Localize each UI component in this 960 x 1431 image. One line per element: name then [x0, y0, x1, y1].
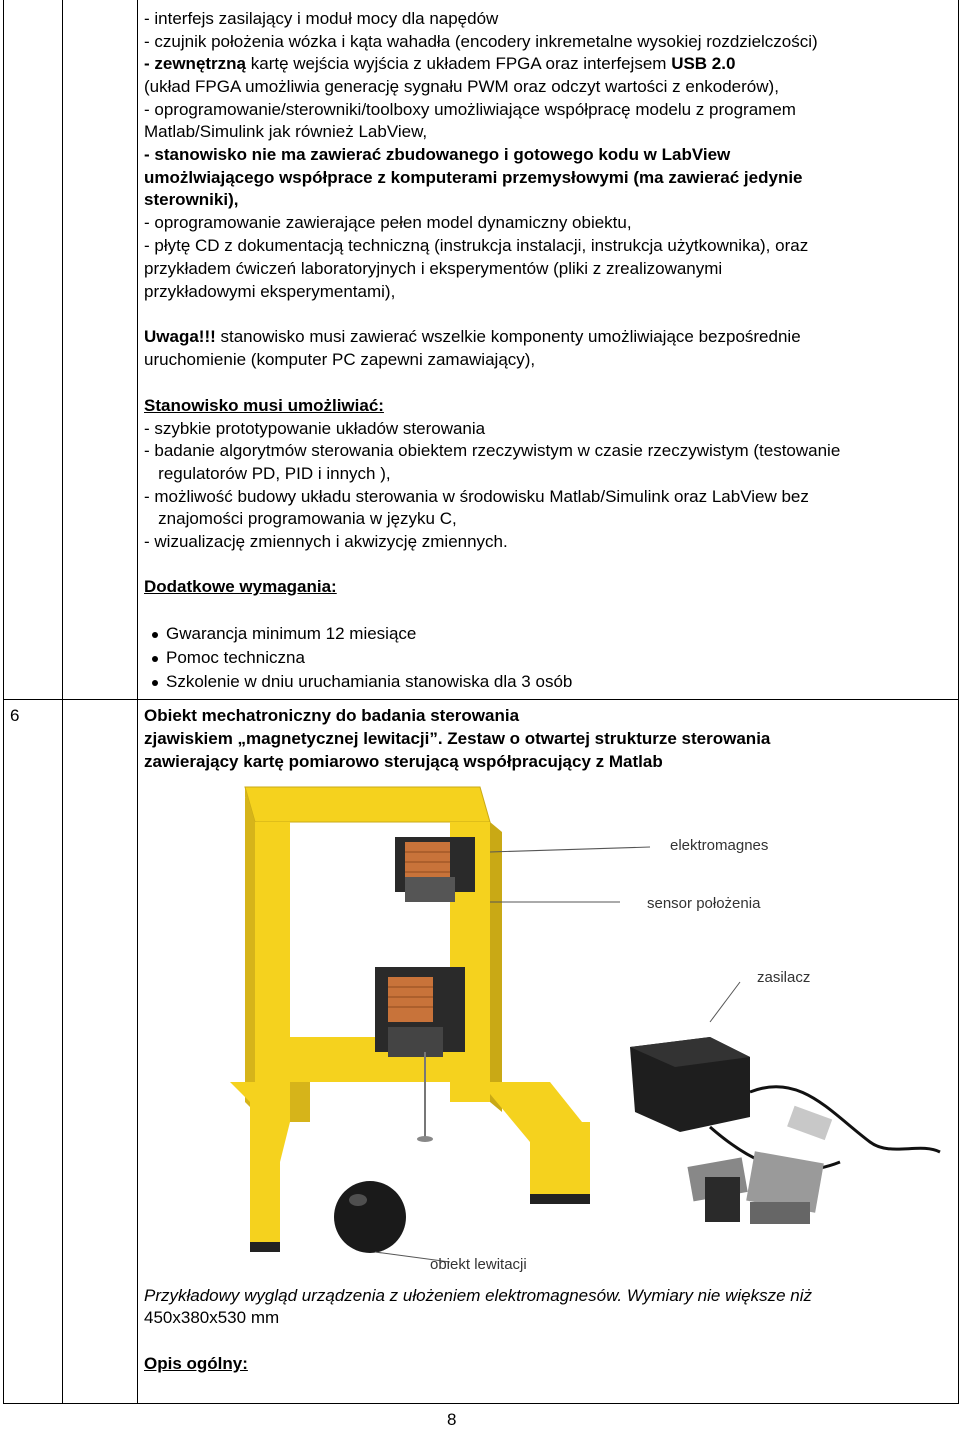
- list-item-bold: - stanowisko nie ma zawierać zbudowanego i gotowego kodu w LabView: [144, 145, 731, 164]
- bold-prefix: - zewnętrzną: [144, 54, 247, 73]
- list-item: - oprogramowanie/sterowniki/toolboxy umożliwiające współpracę modelu z programem: [144, 100, 796, 119]
- row-divider: [3, 699, 959, 700]
- table-border-col1: [62, 0, 63, 1404]
- device-photo: [150, 782, 960, 1282]
- bullet-icon: [152, 632, 158, 638]
- list-item: Matlab/Simulink jak również LabView,: [144, 122, 428, 141]
- list-item: regulatorów PD, PID i innych ),: [144, 464, 391, 483]
- page-number: 8: [447, 1410, 457, 1429]
- list-item: przykładowymi eksperymentami),: [144, 282, 396, 301]
- uwaga-paragraph-cont: uruchomienie (komputer PC zapewni zamawiający),: [144, 350, 536, 369]
- levitation-ball: [334, 1181, 406, 1253]
- label-psu: zasilacz: [757, 969, 811, 986]
- list-item: - szybkie prototypowanie układów sterowania: [144, 419, 486, 438]
- bullet-item: Gwarancja minimum 12 miesiące: [166, 624, 417, 643]
- table-border-col2: [137, 0, 138, 1404]
- section-heading: Dodatkowe wymagania:: [144, 577, 337, 596]
- label-electromagnet: elektromagnes: [670, 837, 769, 854]
- table-bottom: [3, 1403, 959, 1404]
- power-supply: [630, 1037, 940, 1170]
- bullet-icon: [152, 656, 158, 662]
- uwaga-paragraph: [144, 326, 801, 348]
- table-border-left: [3, 0, 4, 1404]
- label-sensor: sensor położenia: [647, 895, 761, 912]
- list-item-bold: umożlwiającego współprace z komputerami przemysłowymi (ma zawierać jedynie: [144, 168, 803, 187]
- list-item-bold: sterowniki),: [144, 190, 239, 209]
- bullet-item: Szkolenie w dniu uruchamiania stanowiska dla 3 osób: [166, 672, 573, 691]
- bullet-icon: [152, 680, 158, 686]
- label-levitation-object: obiekt lewitacji: [430, 1256, 527, 1273]
- list-item: przykładem ćwiczeń laboratoryjnych i eksperymentów (pliki z zrealizowanymi: [144, 259, 723, 278]
- list-item: - wizualizację zmiennych i akwizycję zmiennych.: [144, 532, 508, 551]
- item-title: Obiekt mechatroniczny do badania sterowania: [144, 706, 520, 725]
- bold-suffix: USB 2.0: [671, 54, 736, 73]
- list-item: (układ FPGA umożliwia generację sygnału PWM oraz odczyt wartości z enkoderów),: [144, 77, 779, 96]
- uwaga-label: Uwaga!!!: [144, 327, 216, 346]
- ribbon-cables: [687, 1151, 823, 1224]
- row-number: 6: [10, 706, 20, 725]
- list-item: - możliwość budowy układu sterowania w środowisku Matlab/Simulink oraz LabView bez: [144, 487, 809, 506]
- list-item: - interfejs zasilający i moduł mocy dla napędów: [144, 9, 499, 28]
- figure-caption-dimensions: 450x380x530 mm: [144, 1308, 280, 1327]
- uwaga-text: stanowisko musi zawierać wszelkie komponenty umożliwiające bezpośrednie: [215, 327, 801, 346]
- list-item: - czujnik położenia wózka i kąta wahadła (encodery inkremetalne wysokiej rozdzielczości): [144, 32, 818, 51]
- item-title: zjawiskiem „magnetycznej lewitacji”. Zestaw o otwartej strukturze sterowania: [144, 729, 771, 748]
- list-item: - badanie algorytmów sterowania obiektem rzeczywistym w czasie rzeczywistym (testowanie: [144, 441, 841, 460]
- item-title: zawierający kartę pomiarowo sterującą współpracujący z Matlab: [144, 752, 663, 771]
- list-item: znajomości programowania w języku C,: [144, 509, 457, 528]
- list-item: - oprogramowanie zawierające pełen model dynamiczny obiektu,: [144, 213, 632, 232]
- section-heading: Stanowisko musi umożliwiać:: [144, 396, 384, 415]
- bullet-item: Pomoc techniczna: [166, 648, 305, 667]
- list-item: [144, 53, 735, 75]
- section-heading: Opis ogólny:: [144, 1354, 248, 1373]
- figure-caption: Przykładowy wygląd urządzenia z ułożeniem elektromagnesów. Wymiary nie większe niż: [144, 1286, 812, 1305]
- text-mid: kartę wejścia wyjścia z układem FPGA oraz interfejsem: [246, 54, 672, 73]
- list-item: - płytę CD z dokumentacją techniczną (instrukcja instalacji, instrukcja użytkownika), oraz: [144, 236, 809, 255]
